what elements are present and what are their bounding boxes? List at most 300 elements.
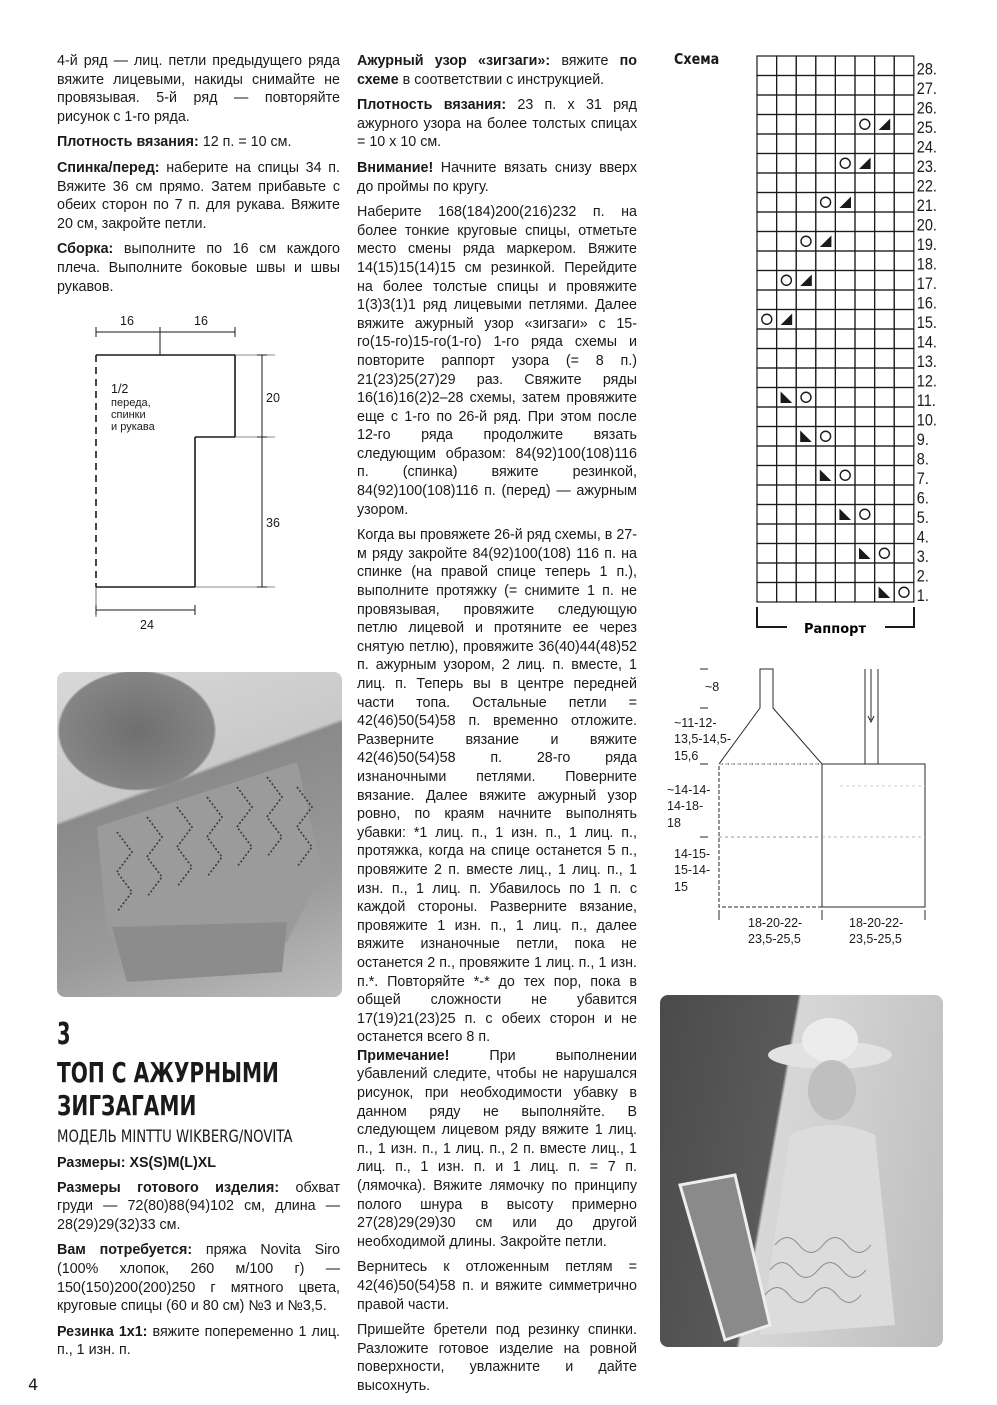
attention-label: Внимание! (357, 159, 434, 176)
chart-cell (796, 56, 816, 76)
project-number: 3 (57, 1017, 71, 1052)
project-sizes (57, 1154, 340, 1173)
chart-cell (777, 524, 797, 544)
chart-row-label: 11. (916, 391, 936, 411)
chart-cell (777, 329, 797, 349)
chart-cell (835, 349, 855, 369)
chart-cell (835, 388, 855, 408)
chart-cell (816, 76, 836, 96)
chart-cell (777, 76, 797, 96)
page-number: 4 (28, 1375, 39, 1394)
chart-cell (816, 232, 836, 252)
chart-cell (777, 115, 797, 135)
paragraph-density2 (357, 96, 637, 152)
chart-cell (875, 329, 895, 349)
chart-cell (777, 583, 797, 603)
chart-cell (757, 193, 777, 213)
chart-cell (816, 56, 836, 76)
chart-cell (757, 76, 777, 96)
diagram-label-3: спинки (111, 409, 146, 421)
chart-cell (796, 407, 816, 427)
chart-row-label: 4. (916, 528, 929, 547)
dim-top-right: 16 (194, 314, 208, 328)
chart-cell (757, 505, 777, 525)
dim-lower-1: 14-15- (674, 847, 711, 861)
chart-cell (777, 544, 797, 564)
dim-strap: ~8 (705, 680, 720, 694)
chart-cell (757, 310, 777, 330)
chart-cell (875, 368, 895, 388)
chart-cell (894, 232, 914, 252)
chart-cell (796, 212, 816, 232)
chart-cell (757, 544, 777, 564)
chart-cell (835, 544, 855, 564)
chart-cell (796, 173, 816, 193)
dim-top-left: 16 (120, 314, 134, 328)
chart-row-label: 27. (916, 79, 937, 99)
chart-row-label: 26. (916, 99, 937, 118)
chart-row-label: 22. (916, 177, 937, 196)
column-left-top (57, 52, 340, 303)
chart-cell (835, 271, 855, 291)
front-label: Спинка/перед: (57, 159, 160, 176)
chart-cell (855, 251, 875, 271)
chart-cell (835, 212, 855, 232)
chart-cell (894, 95, 914, 115)
chart-cell (777, 271, 797, 291)
chart-cell (894, 193, 914, 213)
chart-row-label: 14. (916, 333, 937, 352)
chart-cell (796, 583, 816, 603)
chart-cell (835, 563, 855, 583)
chart-cell (875, 76, 895, 96)
chart-cell (777, 154, 797, 174)
chart-cell (796, 563, 816, 583)
left-decrease-symbol (781, 392, 793, 404)
chart-cell (855, 95, 875, 115)
paragraph-note (357, 1047, 637, 1252)
chart-cell (835, 290, 855, 310)
chart-cell (777, 427, 797, 447)
chart-cell (816, 407, 836, 427)
yarn-over-symbol (821, 431, 831, 441)
density-text: 12 п. = 10 см. (198, 134, 292, 151)
chart-cell (757, 329, 777, 349)
chart-cell (855, 115, 875, 135)
chart-row-label: 6. (916, 489, 929, 508)
chart-cell (816, 485, 836, 505)
right-decrease-symbol (781, 314, 793, 326)
chart-row-label: 12. (916, 372, 937, 391)
chart-cell (875, 56, 895, 76)
right-decrease-symbol (820, 236, 832, 248)
chart-cell (777, 251, 797, 271)
chart-cell (875, 271, 895, 291)
chart-cell (835, 56, 855, 76)
chart-cell (777, 446, 797, 466)
chart-cell (816, 173, 836, 193)
chart-cell (835, 173, 855, 193)
chart-cell (816, 271, 836, 291)
density-label: Плотность вязания: (57, 134, 199, 151)
chart-cell (855, 349, 875, 369)
chart-cell (855, 56, 875, 76)
chart-cell (777, 173, 797, 193)
chart-cell (835, 407, 855, 427)
chart-cell (757, 212, 777, 232)
chart-cell (796, 115, 816, 135)
chart-cell (796, 349, 816, 369)
chart-cell (855, 446, 875, 466)
chart-cell (894, 271, 914, 291)
chart-row-label: 5. (916, 508, 929, 528)
chart-cell (855, 76, 875, 96)
right-decrease-symbol (859, 158, 871, 170)
chart-cell (777, 563, 797, 583)
chart-cell (757, 232, 777, 252)
chart-cell (816, 115, 836, 135)
dim-upper-1: ~14-14- (667, 783, 711, 797)
chart-cell (796, 251, 816, 271)
chart-cell (894, 173, 914, 193)
chart-cell (796, 368, 816, 388)
chart-cell (835, 329, 855, 349)
paragraph-cast-on: Наберите 168(184)200(216)232 п. на более тонкие круговые спицы, отметьте место смены ряда маркером. Вяжите 14(15)15(14)15 см резинкой. Перейдите на более толстые спицы и провяжите 1(3)3(1)1 ряд лицевыми петлями. Далее вяжите ажурный узор «зигзаги» с 15-го(15-го)15-го(1-го) 1-го ряда схемы и повторите раппорт узора (= 8 п.) 21(23)25(27)29 раз. Свяжите ряды 16(16)16(2)2–28 схемы, затем провяжите еще с 1-го по 26-й ряд. При этом после 12-го ряда продолжите вязать следующим образом: 84(92)100(108)116 п. (спинка) вяжите резинкой, 84(92)100(108)116 п. (перед) — ажурным узором. (357, 204, 637, 518)
chart-cell (835, 446, 855, 466)
chart-cell (816, 134, 836, 154)
model-silhouette (660, 995, 943, 1347)
chart-cell (894, 563, 914, 583)
chart-cell (894, 368, 914, 388)
zigzag-text-end: в соответствии с инструкцией. (398, 71, 605, 88)
chart-row-label: 9. (916, 430, 929, 450)
yarn-over-symbol (860, 509, 870, 519)
paragraph-return: Вернитесь к отложенным петлям = 42(46)50(54)58 п. и вяжите симметрично правой части. (357, 1259, 637, 1313)
left-decrease-symbol (820, 470, 832, 482)
chart-cell (855, 290, 875, 310)
right-decrease-symbol (879, 119, 891, 131)
chart-row-label: 28. (916, 60, 937, 79)
paragraph-finished-sizes (57, 1179, 340, 1235)
chart-row-label: 1. (916, 586, 929, 606)
chart-cell (757, 154, 777, 174)
chart-cell (796, 154, 816, 174)
chart-cell (875, 232, 895, 252)
chart-cell (855, 134, 875, 154)
chart-cell (816, 388, 836, 408)
assembly-text: выполните по 16 см каждого плеча. Выполните боковые швы и швы рукавов. (57, 241, 340, 295)
project-info (57, 1018, 340, 1367)
dim-slope-1: ~11-12- (674, 716, 717, 730)
yarn-over-symbol (801, 392, 811, 402)
chart-cell (835, 251, 855, 271)
chart-cell (757, 466, 777, 486)
chart-row-label: 8. (916, 450, 929, 469)
chart-cell (777, 95, 797, 115)
paragraph-materials (57, 1241, 340, 1315)
chart-row-label: 3. (916, 547, 929, 567)
chart-cell (796, 134, 816, 154)
chart-cell (757, 427, 777, 447)
chart-cell (777, 232, 797, 252)
knitting-chart (740, 50, 950, 640)
chart-cell (835, 524, 855, 544)
chart-cell (777, 368, 797, 388)
chart-cell (816, 505, 836, 525)
chart-cell (796, 329, 816, 349)
chart-cell (816, 154, 836, 174)
chart-cell (777, 407, 797, 427)
chart-cell (835, 505, 855, 525)
chart-cell (894, 329, 914, 349)
chart-cell (835, 76, 855, 96)
chart-cell (777, 290, 797, 310)
chart-cell (855, 271, 875, 291)
yarn-over-symbol (840, 470, 850, 480)
yarn-over-symbol (781, 275, 791, 285)
chart-cell (894, 251, 914, 271)
chart-title: Схема (674, 50, 720, 68)
chart-cell (777, 485, 797, 505)
width-left-1: 18-20-22- (748, 916, 803, 930)
chart-cell (894, 466, 914, 486)
chart-cell (894, 524, 914, 544)
diagram-label-4: и рукава (111, 421, 155, 433)
chart-cell (875, 583, 895, 603)
chart-cell (757, 563, 777, 583)
chart-cell (894, 544, 914, 564)
dim-upper-3: 18 (667, 816, 681, 830)
sizes-value: XS(S)M(L)XL (125, 1155, 217, 1171)
chart-cell (796, 505, 816, 525)
chart-cell (777, 349, 797, 369)
yarn-over-symbol (860, 119, 870, 129)
chart-cell (796, 271, 816, 291)
chart-cell (894, 290, 914, 310)
chart-cell (757, 407, 777, 427)
chart-cell (894, 388, 914, 408)
chart-row-label: 25. (916, 118, 937, 138)
chart-row-label: 19. (916, 235, 937, 255)
chart-cell (855, 193, 875, 213)
dim-upper-2: 14-18- (667, 799, 704, 813)
chart-cell (777, 134, 797, 154)
chart-cell (875, 349, 895, 369)
chart-cell (816, 583, 836, 603)
chart-cell (894, 154, 914, 174)
chart-cell (757, 349, 777, 369)
diagram-label-1: 1/2 (111, 382, 129, 396)
chart-cell (835, 154, 855, 174)
chart-cell (835, 466, 855, 486)
zigzag-text: вяжите (550, 53, 620, 69)
chart-cell (875, 193, 895, 213)
chart-cell (875, 466, 895, 486)
chart-cell (835, 427, 855, 447)
right-decrease-symbol (839, 197, 851, 209)
chart-cell (855, 173, 875, 193)
density2-label: Плотность вязания: (357, 97, 507, 114)
chart-cell (816, 290, 836, 310)
chart-cell (875, 212, 895, 232)
chart-cell (816, 368, 836, 388)
chart-cell (757, 115, 777, 135)
zigzag-bold: по схеме (357, 53, 637, 88)
chart-cell (835, 232, 855, 252)
chart-row-label: 7. (916, 469, 929, 489)
chart-cell (777, 466, 797, 486)
chart-cell (855, 329, 875, 349)
chart-cell (875, 544, 895, 564)
chart-cell (796, 466, 816, 486)
chart-cell (855, 485, 875, 505)
chart-cell (875, 251, 895, 271)
chart-cell (816, 446, 836, 466)
left-decrease-symbol (800, 431, 812, 443)
chart-cell (835, 368, 855, 388)
chart-cell (796, 95, 816, 115)
chart-cell (875, 505, 895, 525)
chart-cell (835, 115, 855, 135)
chart-cell (875, 485, 895, 505)
right-decrease-symbol (800, 275, 812, 287)
chart-cell (855, 583, 875, 603)
chart-cell (816, 310, 836, 330)
photo-model-wearing-top (660, 995, 943, 1347)
yarn-over-symbol (801, 236, 811, 246)
chart-cell (855, 427, 875, 447)
diagram-label-2: переда, (111, 397, 151, 409)
chart-cell (855, 563, 875, 583)
chart-cell (894, 505, 914, 525)
chart-cell (835, 485, 855, 505)
photo-knitted-top (57, 672, 342, 997)
chart-row-label: 2. (916, 567, 929, 586)
chart-cell (875, 134, 895, 154)
chart-cell (796, 193, 816, 213)
materials-label: Вам потребуется: (57, 1242, 193, 1259)
chart-cell (875, 388, 895, 408)
density2-text: 23 п. х 31 ряд ажурного узора на более толстых спицах = 10 х 10 см. (357, 97, 637, 151)
chart-cell (894, 115, 914, 135)
chart-cell (796, 388, 816, 408)
rib-label: Резинка 1x1: (57, 1323, 148, 1340)
chart-cell (855, 232, 875, 252)
chart-cell (816, 212, 836, 232)
chart-cell (894, 76, 914, 96)
chart-cell (875, 427, 895, 447)
chart-row-label: 20. (916, 216, 937, 235)
chart-cell (855, 466, 875, 486)
left-decrease-symbol (879, 587, 891, 599)
assembly-label: Сборка: (57, 241, 114, 258)
chart-cell (757, 388, 777, 408)
chart-cell (816, 95, 836, 115)
chart-cell (894, 446, 914, 466)
rapport-label: Раппорт (803, 622, 867, 637)
pattern-diagram (80, 305, 300, 635)
chart-cell (796, 310, 816, 330)
top-schematic (660, 660, 950, 950)
paragraph-row26: Когда вы провяжете 26-й ряд схемы, в 27-м ряду закройте 84(92)100(108) 116 п. на спинке (на правой спице теперь 1 п.), выполните протяжку (= снимите 1 п. не провязывая, провяжите следующую петлю лицевой и протяните ее через снятую петлю), провяжите 36(40)44(48)52 п. ажурным узором, 2 лиц. п. вместе, 1 лиц. п. Теперь вы в центре передней части топа. Остальные петли = 42(46)50(54)58 п. временно отложите. Разверните вязание и вяжите 42(46)50(54)58 п. 28-го ряда изнаночными петлями. Поверните вязание. Далее вяжите ажурный узор ровно, по краям начните выполнять убавки: *1 лиц. п., 1 изн. п., 1 лиц. п., протяжка, когда на спице останется 5 п., провяжите 2 п. вместе лиц., 1 лиц. п., 1 изн. п., 1 лиц. п. Убавилось по 1 п. с каждой стороны. Разверните вязание, провяжите 1 изн. п., 1 лиц. п., далее вяжите изнаночные петли, пока не останется 2 п., провяжите 1 лиц. п., 1 изн. п.*. Повторяйте *-* до тех пор, пока в общей сложности не убавится 17(19)21(23)25 п. с обеих сторон и не останется всего 8 п. (357, 527, 637, 1046)
chart-cell (816, 251, 836, 271)
chart-cell (757, 271, 777, 291)
zigzag-lace-texture (57, 672, 342, 997)
paragraph-finish: Пришейте бретели под резинку спинки. Разложите готовое изделие на ровной поверхности, увлажните и дайте высохнуть. (357, 1322, 637, 1394)
chart-cell (835, 310, 855, 330)
finished-label: Размеры готового изделия: (57, 1179, 280, 1196)
chart-cell (757, 173, 777, 193)
project-title-line2: ЗИГЗАГАМИ (57, 1089, 197, 1122)
chart-cell (855, 368, 875, 388)
dim-lower-2: 15-14- (674, 863, 711, 877)
chart-cell (777, 193, 797, 213)
chart-cell (855, 524, 875, 544)
chart-cell (796, 446, 816, 466)
chart-cell (894, 485, 914, 505)
attention-text: Начните вязать снизу вверх до проймы по кругу. (357, 159, 637, 195)
chart-row-label: 21. (916, 196, 937, 216)
chart-cell (816, 427, 836, 447)
yarn-over-symbol (762, 314, 772, 324)
chart-cell (894, 56, 914, 76)
width-right-1: 18-20-22- (849, 916, 904, 930)
chart-cell (894, 583, 914, 603)
chart-cell (875, 310, 895, 330)
paragraph-assembly (57, 240, 340, 296)
chart-row-label: 13. (916, 352, 937, 372)
chart-cell (757, 446, 777, 466)
chart-cell (855, 505, 875, 525)
note-label: Примечание! (357, 1047, 450, 1064)
chart-cell (757, 134, 777, 154)
chart-row-label: 15. (916, 313, 937, 333)
chart-cell (875, 446, 895, 466)
chart-cell (855, 407, 875, 427)
chart-cell (894, 407, 914, 427)
chart-cell (855, 388, 875, 408)
width-right-2: 23,5-25,5 (849, 932, 902, 946)
chart-row-label: 24. (916, 138, 937, 157)
chart-cell (816, 329, 836, 349)
chart-cell (757, 524, 777, 544)
chart-cell (796, 544, 816, 564)
left-decrease-symbol (859, 548, 871, 560)
chart-cell (816, 193, 836, 213)
zigzag-label: Ажурный узор «зигзаги»: (357, 53, 551, 69)
yarn-over-symbol (821, 197, 831, 207)
chart-cell (835, 134, 855, 154)
note-text: При выполнении убавлений следите, чтобы не нарушался рисунок, при необходимости убавку в данном ряду не выполняйте. В следующем лицевом ряду вяжите 1 лиц. п., 1 изн. п., 1 лиц. п., 2 п. вместе лиц., 1 лиц. п., 1 изн. п. и 1 лиц. п. = 7 п. (лямочка). Вяжите лямочку по принципу полого шнура в высоту примерно 27(28)29(29)30 см или до другой необходимой длины. Закройте петли. (357, 1047, 637, 1250)
chart-cell (816, 563, 836, 583)
yarn-over-symbol (840, 158, 850, 168)
left-decrease-symbol (839, 509, 851, 521)
column-middle (357, 52, 637, 1403)
dim-slope-3: 15,6 (674, 749, 699, 763)
chart-cell (796, 290, 816, 310)
chart-cell (757, 290, 777, 310)
chart-row-label: 23. (916, 157, 937, 177)
paragraph-density (57, 133, 340, 152)
chart-cell (855, 154, 875, 174)
chart-cell (875, 154, 895, 174)
chart-cell (757, 56, 777, 76)
chart-cell (835, 95, 855, 115)
chart-cell (855, 310, 875, 330)
chart-cell (875, 524, 895, 544)
chart-cell (757, 485, 777, 505)
paragraph-front (57, 159, 340, 233)
